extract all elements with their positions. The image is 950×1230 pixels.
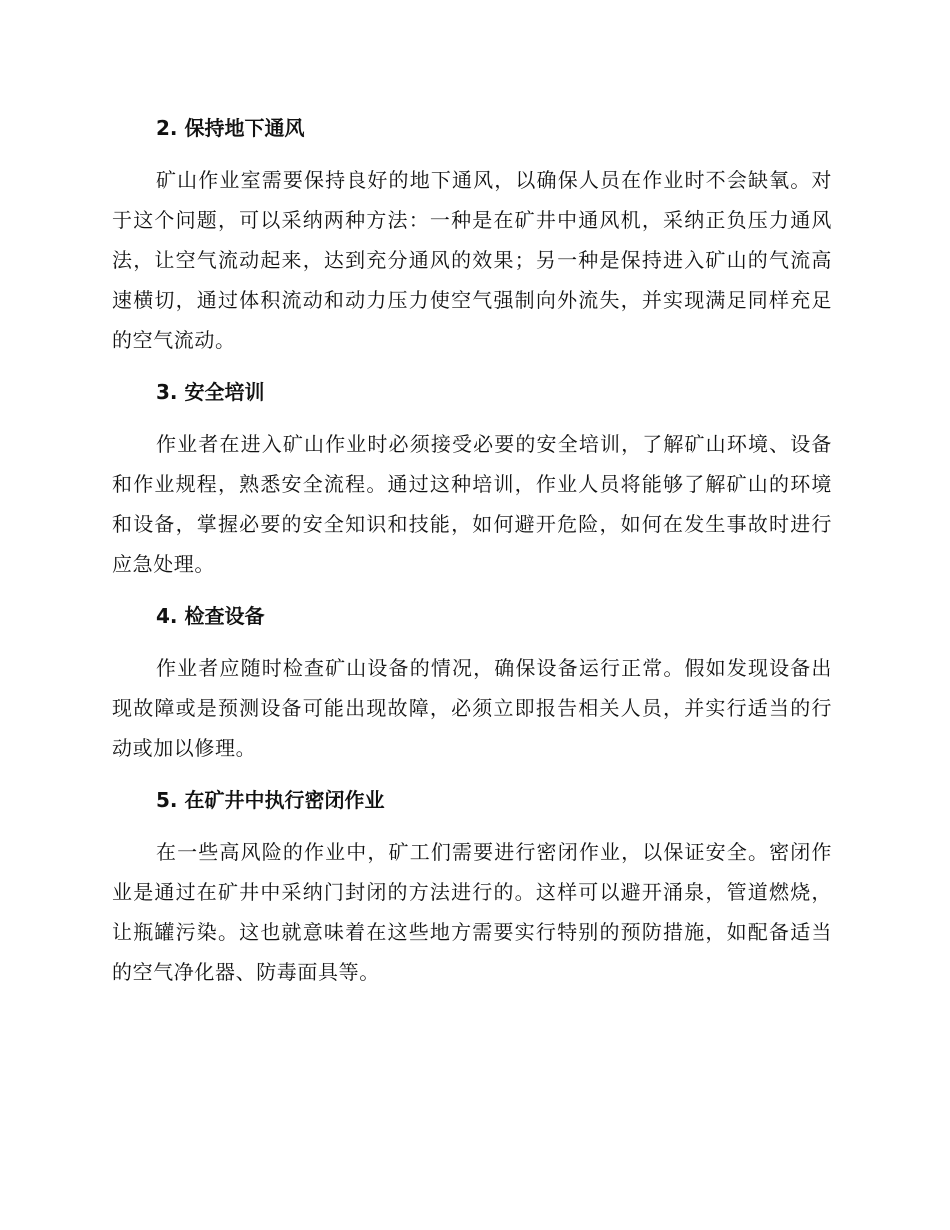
section-paragraph: 作业者应随时检查矿山设备的情况，确保设备运行正常。假如发现设备出现故障或是预测设备可能出现故障，必须立即报告相关人员，并实行适当的行动或加以修理。 <box>112 656 832 760</box>
section-heading: 3. 安全培训 <box>156 380 265 404</box>
section-heading: 4. 检查设备 <box>156 604 265 628</box>
section-paragraph: 作业者在进入矿山作业时必须接受必要的安全培训，了解矿山环境、设备和作业规程，熟悉安全流程。通过这种培训，作业人员将能够了解矿山的环境和设备，掌握必要的安全知识和技能，如何避开危险，如何在发生事故时进行应急处理。 <box>112 432 832 576</box>
section-heading: 2. 保持地下通风 <box>156 116 305 140</box>
section-confined-work <box>112 778 832 992</box>
document-page <box>112 106 832 1002</box>
section-paragraph: 矿山作业室需要保持良好的地下通风，以确保人员在作业时不会缺氧。对于这个问题，可以采纳两种方法：一种是在矿井中通风机，采纳正负压力通风法，让空气流动起来，达到充分通风的效果；另一种是保持进入矿山的气流高速横切，通过体积流动和动力压力使空气强制向外流失，并实现满足同样充足的空气流动。 <box>112 168 832 352</box>
section-equipment-check <box>112 594 832 768</box>
section-heading: 5. 在矿井中执行密闭作业 <box>156 788 385 812</box>
section-paragraph: 在一些高风险的作业中，矿工们需要进行密闭作业，以保证安全。密闭作业是通过在矿井中采纳门封闭的方法进行的。这样可以避开涌泉，管道燃烧，让瓶罐污染。这也就意味着在这些地方需要实行特别的预防措施，如配备适当的空气净化器、防毒面具等。 <box>112 840 832 984</box>
section-safety-training <box>112 370 832 584</box>
section-ventilation <box>112 106 832 360</box>
